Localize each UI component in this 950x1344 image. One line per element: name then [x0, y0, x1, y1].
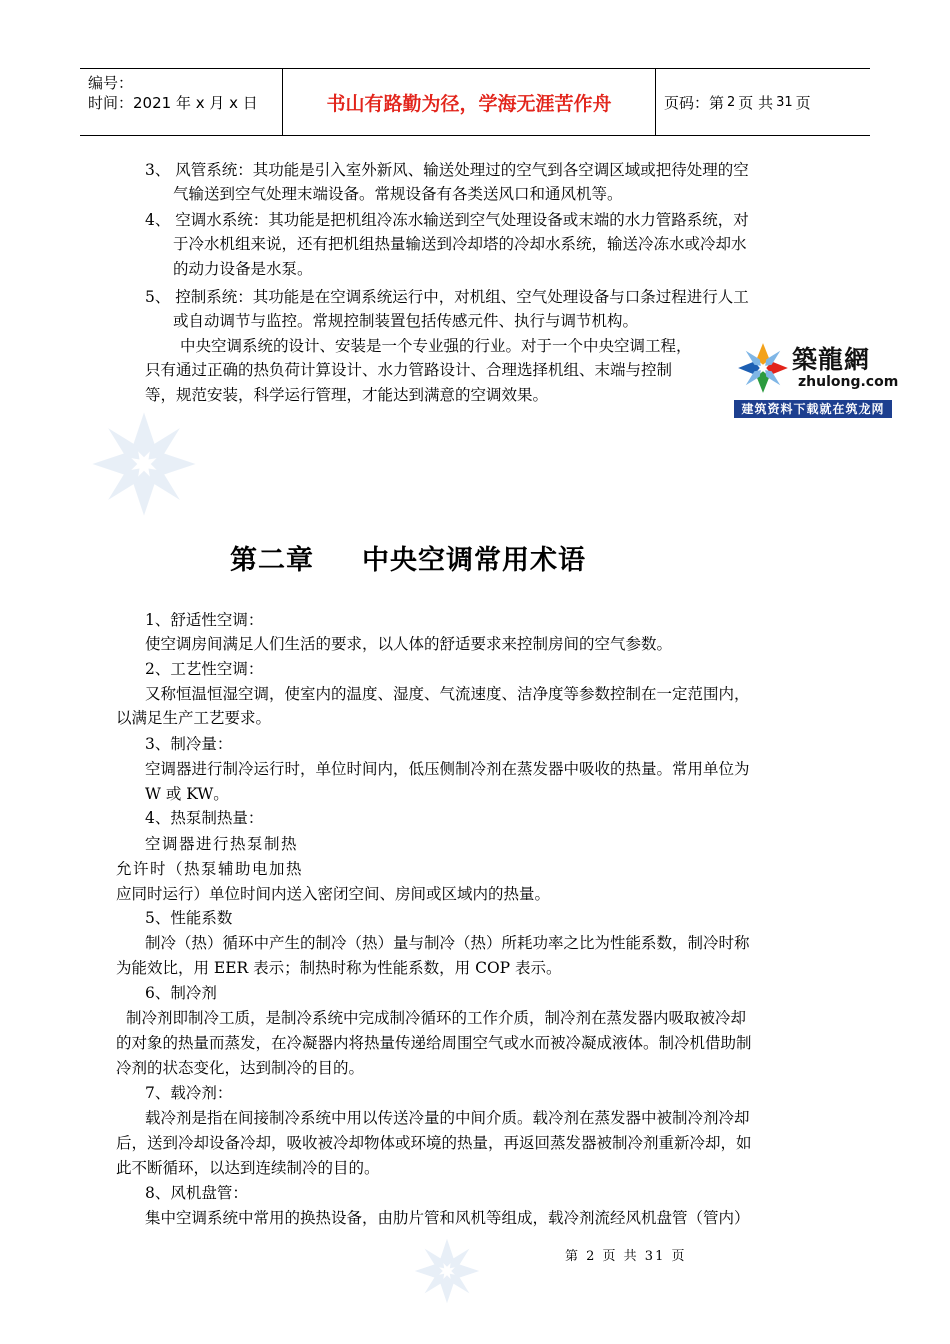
intro-item-4-line3: 的动力设备是水泵。 [173, 260, 313, 278]
intro-summary-line2: 只有通过正确的热负荷计算设计、水力管路设计、合理选择机组、末端与控制 [145, 361, 673, 379]
intro-item-3-line2: 气输送到空气处理末端设备。常规设备有各类送风口和通风机等。 [173, 185, 623, 203]
page-header [80, 68, 870, 136]
doc-date: 时间：2021 年 x 月 x 日 [88, 94, 258, 112]
page-number: 2 [727, 94, 736, 110]
intro-item-3-line1: 3、 风管系统：其功能是引入室外新风、输送处理过的空气到各空调区域或把待处理的空 [145, 161, 749, 179]
term-6-body-line2: 的对象的热量而蒸发，在冷凝器内将热量传递给周围空气或水而被冷凝成液体。制冷机借助制 [116, 1034, 752, 1052]
term-2-body-line2: 以满足生产工艺要求。 [116, 709, 272, 727]
term-4-body-line3: 应同时运行）单位时间内送入密闭空间、房间或区域内的热量。 [116, 885, 551, 903]
term-4-body-line2: 允许时（热泵辅助电加热 [116, 860, 304, 878]
intro-summary-line1: 中央空调系统的设计、安装是一个专业强的行业。对于一个中央空调工程， [180, 337, 692, 355]
term-1-title: 1、舒适性空调： [145, 611, 264, 629]
intro-item-4-line2: 于冷水机组来说，还有把机组热量输送到冷却塔的冷却水系统，输送冷冻水或冷却水 [173, 235, 747, 253]
term-4-body-line1: 空调器进行热泵制热 [145, 835, 299, 853]
term-3-body-line1: 空调器进行制冷运行时，单位时间内，低压侧制冷剂在蒸发器中吸收的热量。常用单位为 [145, 760, 750, 778]
page-footer: 第 2 页 共 31 页 [565, 1249, 687, 1264]
page-prefix: 页码：第 [664, 93, 725, 112]
term-8-title: 8、风机盘管： [145, 1184, 248, 1202]
term-7-body-line2: 后，送到冷却设备冷却，吸收被冷却物体或环境的热量，再返回蒸发器被制冷剂重新冷却，如 [116, 1134, 752, 1152]
term-1-body: 使空调房间满足人们生活的要求，以人体的舒适要求来控制房间的空气参数。 [145, 635, 673, 653]
term-3-title: 3、制冷量： [145, 735, 233, 753]
term-7-body-line1: 载冷剂是指在间接制冷系统中用以传送冷量的中间介质。载冷剂在蒸发器中被制冷剂冷却 [145, 1109, 750, 1127]
term-2-title: 2、工艺性空调： [145, 660, 264, 678]
intro-item-5-line2: 或自动调节与监控。常规控制装置包括传感元件、执行与调节机构。 [173, 312, 639, 330]
page-suffix: 页 [795, 93, 811, 112]
logo-slogan: 建筑资料下载就在筑龙网 [734, 400, 892, 418]
header-meta [80, 69, 282, 135]
header-page-info [656, 69, 870, 135]
term-6-body-line1: 制冷剂即制冷工质，是制冷系统中完成制冷循环的工作介质，制冷剂在蒸发器内吸取被冷却 [126, 1009, 747, 1027]
logo-en-text: zhulong.com [798, 374, 899, 390]
term-4-title: 4、热泵制热量： [145, 809, 264, 827]
watermark-flower-icon [412, 1236, 482, 1306]
doc-number-label: 编号： [88, 74, 134, 92]
term-5-body-line2: 为能效比，用 EER 表示；制热时称为性能系数，用 COP 表示。 [116, 959, 562, 977]
term-5-title: 5、性能系数 [145, 909, 233, 927]
zhulong-logo [734, 336, 899, 418]
term-8-body-line1: 集中空调系统中常用的换热设备，由肋片管和风机等组成，载冷剂流经风机盘管（管内） [145, 1209, 750, 1227]
intro-item-4-line1: 4、 空调水系统：其功能是把机组冷冻水输送到空气处理设备或末端的水力管路系统，对 [145, 211, 749, 229]
chapter-heading [230, 538, 586, 577]
term-5-body-line1: 制冷（热）循环中产生的制冷（热）量与制冷（热）所耗功率之比为性能系数，制冷时称 [145, 934, 750, 952]
page-total: 31 [776, 94, 793, 110]
term-3-body-line2: W 或 KW。 [145, 785, 229, 803]
zhulong-flower-icon [736, 340, 790, 396]
term-2-body-line1: 又称恒温恒湿空调，使室内的温度、湿度、气流速度、洁净度等参数控制在一定范围内， [145, 685, 750, 703]
intro-summary-line3: 等，规范安装，科学运行管理，才能达到满意的空调效果。 [145, 386, 549, 404]
term-6-body-line3: 冷剂的状态变化，达到制冷的目的。 [116, 1059, 365, 1077]
watermark-flower-icon [88, 408, 200, 520]
chapter-title: 中央空调常用术语 [362, 545, 586, 576]
chapter-label: 第二章 [230, 545, 314, 576]
term-7-body-line3: 此不断循环，以达到连续制冷的目的。 [116, 1159, 380, 1177]
logo-cn-text: 築龍網 [792, 345, 871, 374]
intro-item-5-line1: 5、 控制系统：其功能是在空调系统运行中，对机组、空气处理设备与口条过程进行人工 [145, 288, 749, 306]
page-mid: 页 共 [738, 93, 774, 112]
term-7-title: 7、载冷剂： [145, 1084, 233, 1102]
header-motto: 书山有路勤为径，学海无涯苦作舟 [282, 69, 656, 135]
term-6-title: 6、制冷剂 [145, 984, 217, 1002]
